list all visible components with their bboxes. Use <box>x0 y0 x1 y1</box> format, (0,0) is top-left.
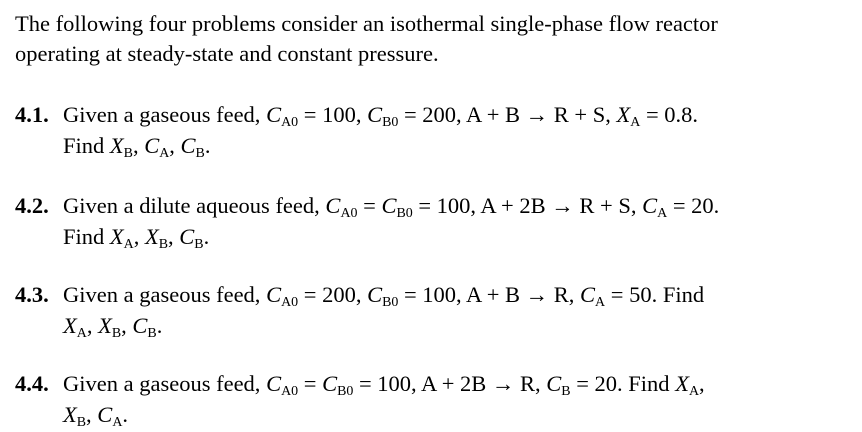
problem-4-3 <box>15 279 850 341</box>
problem-number: 4.3. <box>15 282 49 307</box>
problem-line-1: Given a gaseous feed, $C_{A0} = 100$, $C_{B0} = 200$, A + B → R + S, $X_A = 0.8$. <box>63 102 699 130</box>
problem-number: 4.1. <box>15 102 49 127</box>
intro-line-2: operating at steady-state and constant pressure. <box>15 41 439 66</box>
intro-paragraph <box>15 9 845 69</box>
problem-number: 4.4. <box>15 371 49 396</box>
problem-number: 4.2. <box>15 193 49 218</box>
problem-line-1: Given a gaseous feed, $C_{A0} = C_{B0} = 100$, A + 2B → R, $C_B = 20$. Find $X_A$, <box>63 371 705 399</box>
problem-4-1 <box>15 99 850 161</box>
problem-text <box>63 279 850 341</box>
problem-text <box>63 190 850 252</box>
problem-line-2: Find $X_B$, $C_A$, $C_B$. <box>63 133 211 161</box>
problem-line-2: Find $X_A$, $X_B$, $C_B$. <box>63 224 210 252</box>
problem-line-1: Given a dilute aqueous feed, $C_{A0} = C_{B0} = 100$, A + 2B → R + S, $C_A = 20$. <box>63 193 720 221</box>
problem-line-1: Given a gaseous feed, $C_{A0} = 200$, $C_{B0} = 100$, A + B → R, $C_A = 50$. Find <box>63 282 705 310</box>
problem-4-4 <box>15 368 850 430</box>
problem-line-2: $X_B$, $C_A$. <box>63 402 129 430</box>
problem-4-2 <box>15 190 850 252</box>
intro-line-1: The following four problems consider an isothermal single-phase flow reactor <box>15 11 718 36</box>
problem-text <box>63 368 850 430</box>
problem-text <box>63 99 850 161</box>
problem-line-2: $X_A$, $X_B$, $C_B$. <box>63 313 163 341</box>
